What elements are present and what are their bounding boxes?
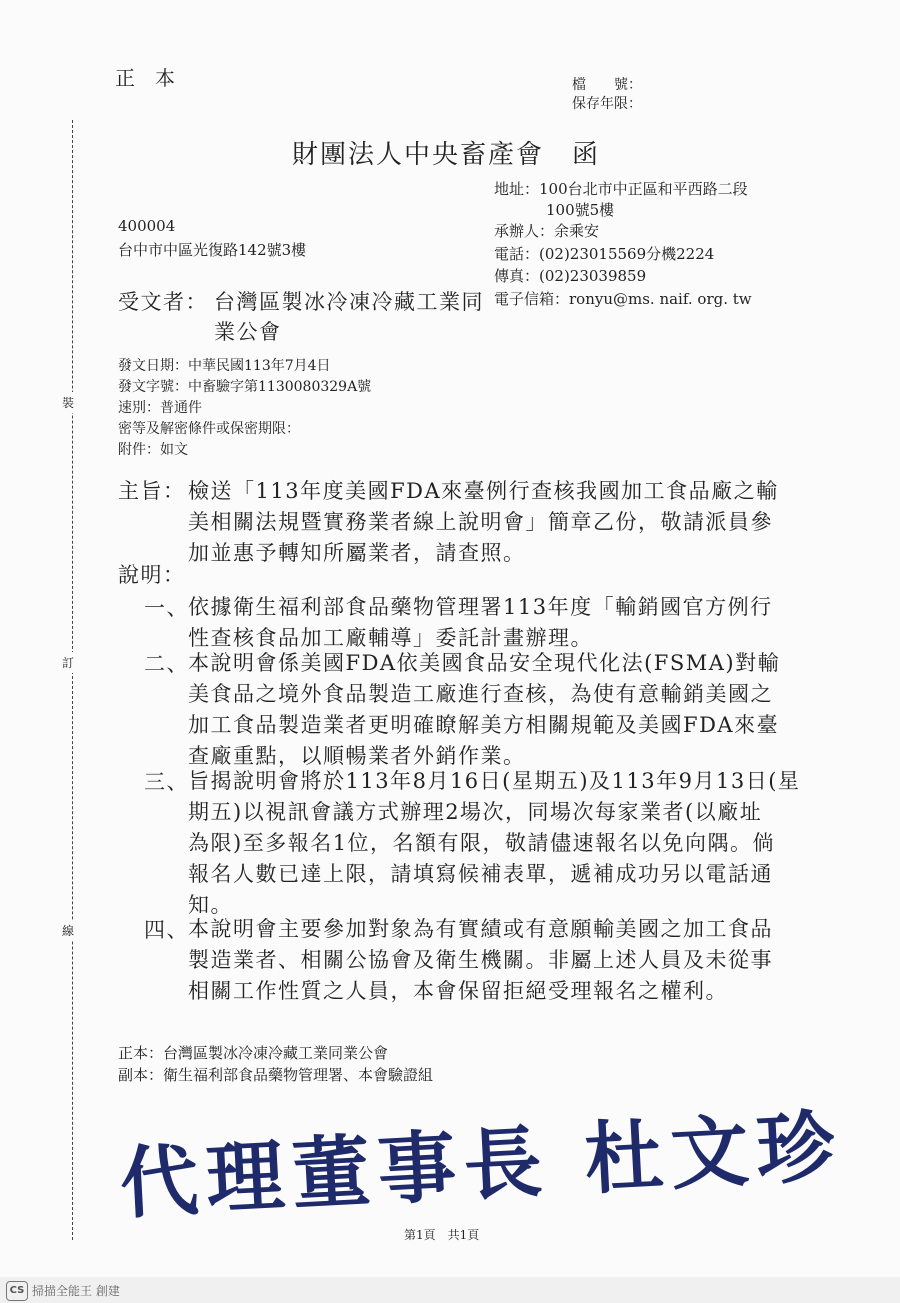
scanner-watermark-text: 掃描全能王 創建 [32, 1284, 120, 1298]
binding-mark-zhuang: 裝 [62, 392, 74, 413]
item-line: 性查核食品加工廠輔導」委託計畫辦理。 [188, 626, 593, 650]
recipient-label: 受文者： [118, 290, 208, 314]
delivery-speed: 速別：普通件 [118, 400, 202, 416]
item-line: 期五)以視訊會議方式辦理2場次，同場次每家業者(以廠址 [188, 800, 763, 824]
explanation-label: 說明： [118, 563, 186, 587]
document-title: 財團法人中央畜產會 函 [292, 140, 601, 170]
subject-line: 檢送「113年度美國FDA來臺例行查核我國加工食品廠之輸 [188, 479, 779, 503]
sender-address-line2: 100號5樓 [546, 201, 615, 219]
postal-code: 400004 [118, 217, 176, 235]
copy-type-label: 正 本 [115, 66, 175, 90]
binding-line [72, 120, 73, 1240]
item-number: 二、 [144, 652, 189, 676]
binding-mark-ding: 訂 [62, 652, 74, 673]
item-line: 旨揭說明會將於113年8月16日(星期五)及113年9月13日(星 [188, 769, 801, 793]
camscanner-logo-icon: CS [6, 1281, 28, 1301]
distribution-original: 正本：台灣區製冰冷凍冷藏工業同業公會 [118, 1044, 389, 1062]
phone: 電話：(02)23015569分機2224 [494, 245, 715, 263]
item-line: 為限)至多報名1位，名額有限，敬請儘速報名以免向隅。倘 [188, 831, 776, 855]
item-line: 相關工作性質之人員，本會保留拒絕受理報名之權利。 [188, 979, 728, 1003]
item-line: 依據衛生福利部食品藥物管理署113年度「輸銷國官方例行 [188, 595, 773, 619]
subject-line: 美相關法規暨實務業者線上說明會」簡章乙份，敬請派員參 [188, 510, 773, 534]
binding-mark-xian: 線 [62, 920, 74, 941]
retention-label: 保存年限： [572, 96, 642, 112]
attachment: 附件：如文 [118, 442, 188, 458]
recipient-name-line2: 業公會 [214, 320, 282, 344]
document-number: 發文字號：中畜驗字第1130080329A號 [118, 379, 372, 395]
item-number: 三、 [144, 770, 189, 794]
item-line: 本說明會主要參加對象為有實績或有意願輸美國之加工食品 [188, 917, 773, 941]
item-number: 四、 [144, 918, 189, 942]
handler: 承辦人：余乘安 [494, 222, 600, 240]
email: 電子信箱：ronyu@ms. naif. org. tw [494, 290, 752, 308]
item-line: 美食品之境外食品製造工廠進行查核，為使有意輸銷美國之 [188, 682, 773, 706]
signature-stamp: 代理董事長 杜文珍 [118, 1102, 845, 1230]
item-number: 一、 [144, 596, 189, 620]
page-number: 第1頁 共1頁 [404, 1228, 480, 1242]
fax: 傳真：(02)23039859 [494, 267, 647, 285]
item-line: 知。 [188, 893, 233, 917]
secrecy-level: 密等及解密條件或保密期限： [118, 421, 300, 437]
item-line: 加工食品製造業者更明確瞭解美方相關規範及美國FDA來臺 [188, 713, 780, 737]
distribution-copy: 副本：衛生福利部食品藥物管理署、本會驗證組 [118, 1066, 434, 1084]
recipient-address: 台中市中區光復路142號3樓 [118, 241, 307, 259]
sender-address-line1: 地址：100台北市中正區和平西路二段 [494, 180, 748, 198]
file-number-label: 檔 號： [572, 77, 642, 93]
item-line: 報名人數已達上限，請填寫候補表單，遞補成功另以電話通 [188, 862, 773, 886]
item-line: 製造業者、相關公協會及衛生機關。非屬上述人員及未從事 [188, 948, 773, 972]
issue-date: 發文日期：中華民國113年7月4日 [118, 358, 331, 374]
scanner-footer [0, 1277, 900, 1303]
recipient-name-line1: 台灣區製冰冷凍冷藏工業同 [214, 290, 484, 314]
item-line: 本說明會係美國FDA依美國食品安全現代化法(FSMA)對輸 [188, 651, 781, 675]
subject-line: 加並惠予轉知所屬業者，請查照。 [188, 541, 526, 565]
subject-label: 主旨： [118, 479, 186, 503]
item-line: 查廠重點，以順暢業者外銷作業。 [188, 744, 526, 768]
